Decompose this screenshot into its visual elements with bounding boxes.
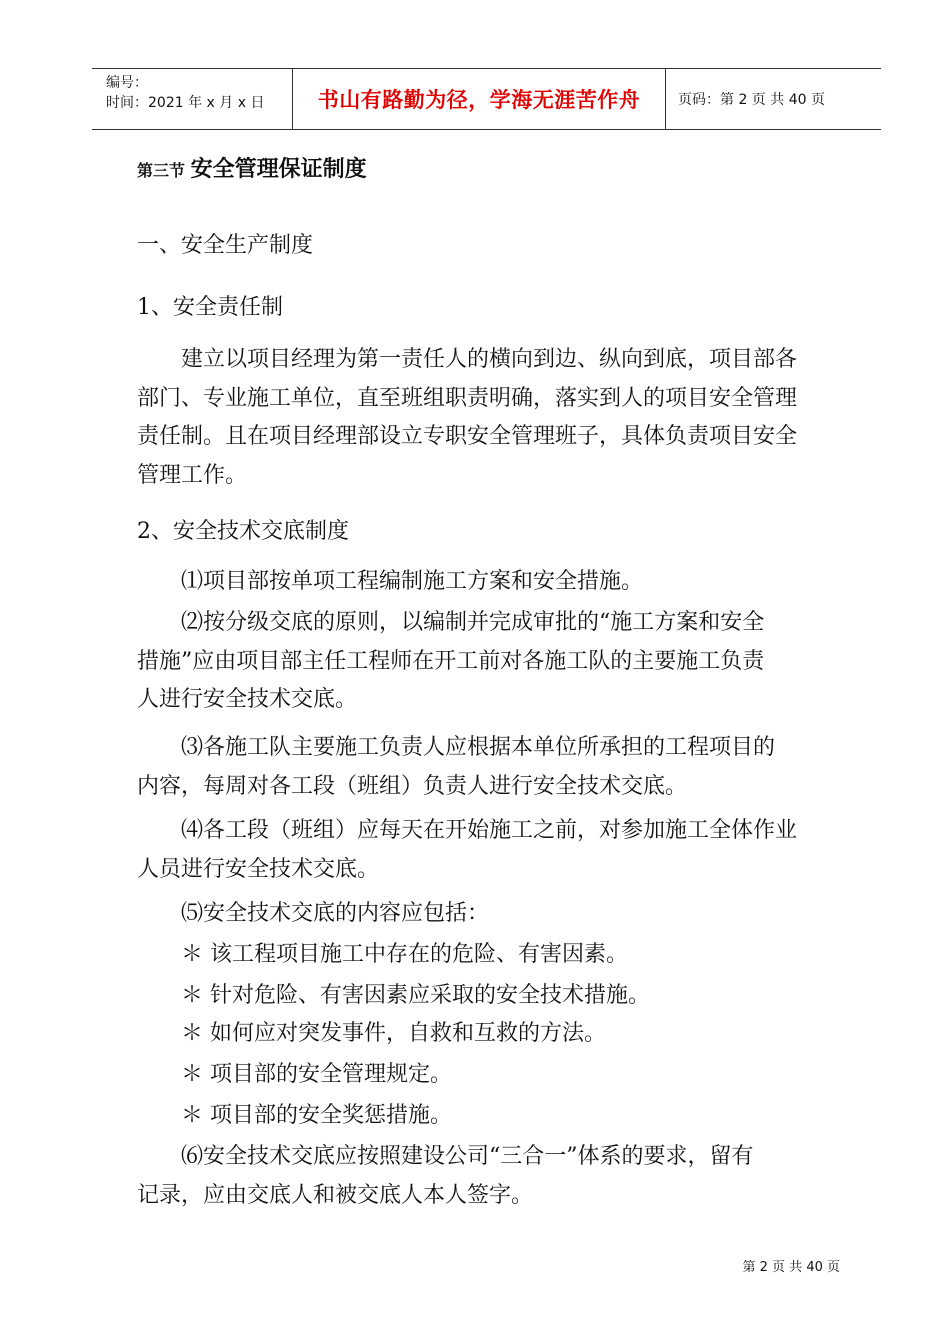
para-line: 建立以项目经理为第一责任人的横向到边、纵向到底，项目部各 bbox=[181, 347, 798, 372]
heading-1: 一、安全生产制度 bbox=[137, 233, 314, 258]
para-line: 责任制。且在项目经理部设立专职安全管理班子，具体负责项目安全 bbox=[137, 424, 798, 449]
page-header bbox=[92, 68, 881, 130]
item-2-title: 2、安全技术交底制度 bbox=[137, 519, 349, 544]
doc-number-label: 编号： bbox=[106, 75, 148, 91]
para-line: 部门、专业施工单位，直至班组职责明确，落实到人的项目安全管理 bbox=[137, 385, 798, 411]
para-line: 内容，每周对各工段（班组）负责人进行安全技术交底。 bbox=[137, 773, 688, 799]
item-2-p3 bbox=[137, 729, 842, 806]
section-title bbox=[137, 152, 367, 183]
section-title-text: 安全管理保证制度 bbox=[190, 157, 367, 182]
item-2-p1: ⑴项目部按单项工程编制施工方案和安全措施。 bbox=[181, 569, 644, 594]
bullet-item: ＊ 如何应对突发事件，自救和互救的方法。 bbox=[181, 1021, 606, 1046]
bullet-item: ＊ 针对危险、有害因素应采取的安全技术措施。 bbox=[181, 983, 650, 1008]
para-line: ⑵按分级交底的原则，以编制并完成审批的“施工方案和安全 bbox=[181, 610, 765, 635]
doc-time-label: 时间：2021 年 x 月 x 日 bbox=[106, 95, 265, 111]
item-2-p4 bbox=[137, 812, 842, 889]
item-1-title: 1、安全责任制 bbox=[137, 295, 283, 320]
section-prefix: 第三节 bbox=[137, 161, 186, 180]
header-left-cell bbox=[92, 69, 293, 129]
header-motto-cell bbox=[293, 69, 666, 129]
bullet-item: ＊ 项目部的安全管理规定。 bbox=[181, 1062, 452, 1087]
para-line: ⑹安全技术交底应按照建设公司“三合一”体系的要求，留有 bbox=[181, 1144, 754, 1169]
para-line: 措施”应由项目部主任工程师在开工前对各施工队的主要施工负责 bbox=[137, 648, 765, 674]
header-motto: 书山有路勤为径，学海无涯苦作舟 bbox=[317, 88, 641, 112]
para-line: ⑶各施工队主要施工负责人应根据本单位所承担的工程项目的 bbox=[181, 735, 776, 760]
para-line: 记录，应由交底人和被交底人本人签字。 bbox=[137, 1182, 534, 1208]
header-page-info: 页码：第 2 页 共 40 页 bbox=[678, 92, 825, 108]
para-line: 人进行安全技术交底。 bbox=[137, 687, 358, 712]
item-2-p6 bbox=[137, 1138, 842, 1215]
item-2-p5: ⑸安全技术交底的内容应包括： bbox=[181, 901, 490, 926]
bullet-item: ＊ 项目部的安全奖惩措施。 bbox=[181, 1103, 452, 1128]
item-2-p2 bbox=[137, 604, 842, 720]
para-line: 人员进行安全技术交底。 bbox=[137, 856, 380, 882]
bullet-item: ＊ 该工程项目施工中存在的危险、有害因素。 bbox=[181, 942, 628, 967]
para-line: 管理工作。 bbox=[137, 462, 248, 488]
page-footer: 第 2 页 共 40 页 bbox=[742, 1260, 840, 1275]
item-1-paragraph bbox=[137, 341, 842, 495]
para-line: ⑷各工段（班组）应每天在开始施工之前，对参加施工全体作业 bbox=[181, 818, 798, 843]
